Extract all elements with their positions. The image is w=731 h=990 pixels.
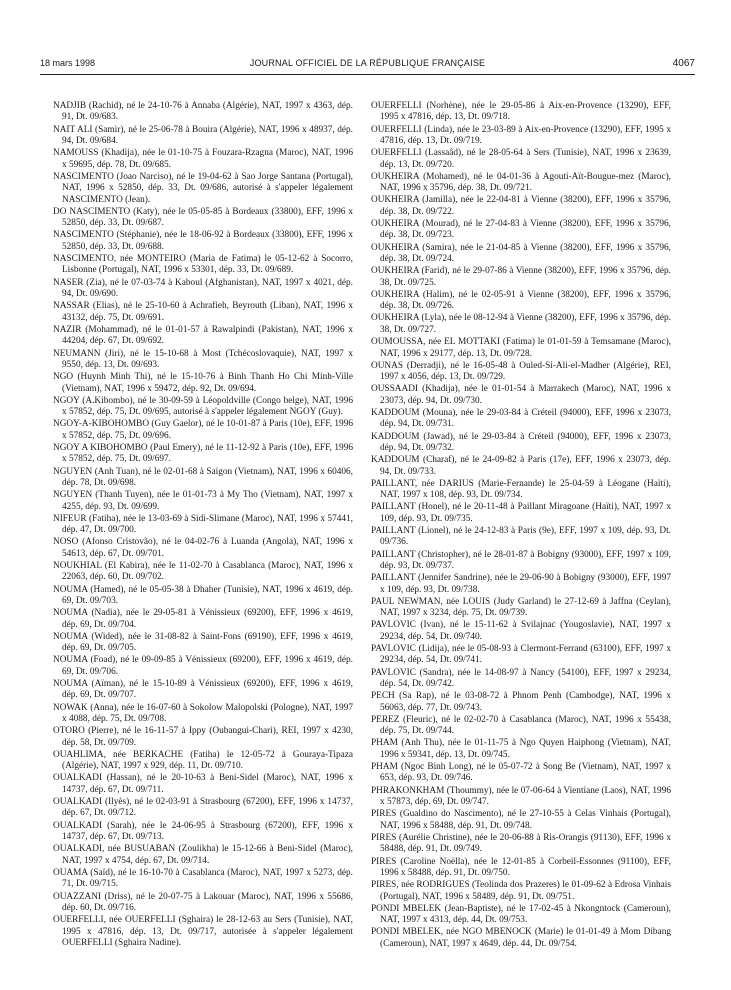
entry: NGOY-A-KIBOHOMBO (Guy Gaelor), né le 10-01-87 à Paris (10e), EFF, 1996 x 57852, dép. 75, Dt. 09/696. bbox=[53, 419, 353, 441]
entry: OUERFELLI (Norhène), née le 29-05-86 à Aix-en-Provence (13290), EFF, 1995 x 47816, dép. 13, Dt. 09/718. bbox=[371, 101, 671, 123]
entry: PHRAKONKHAM (Thoummy), née le 07-06-64 à Vientiane (Laos), NAT, 1996 x 57873, dép. 69, Dt. 09/747. bbox=[371, 785, 671, 808]
entry: OUERFELLI (Linda), née le 23-03-89 à Aix-en-Provence (13290), EFF, 1995 x 47816, dép. 13, Dt. 09/719. bbox=[371, 124, 671, 147]
entry: OUNAS (Derradji), né le 16-05-48 à Ouled-Si-Ali-el-Madher (Algérie), REI, 1997 x 4056, dép. 13, Dt. 09/729. bbox=[371, 360, 671, 383]
entry: PAILLANT (Honel), né le 20-11-48 à Paillant Miragoane (Haïti), NAT, 1997 x 109, dép. 93, Dt. 09/735. bbox=[371, 502, 671, 524]
entry: OUKHEIRA (Farid), né le 29-07-86 à Vienne (38200), EFF, 1996 x 35796, dép. 38, Dt. 09/725. bbox=[371, 266, 671, 288]
entry: NIFEUR (Fatiha), née le 13-03-69 à Sidi-Slimane (Maroc), NAT, 1996 x 57441, dép. 47, Dt. 09/700. bbox=[53, 513, 353, 536]
entry: PAVLOVIC (Sandra), née le 14-08-97 à Nancy (54100), EFF, 1997 x 29234, dép. 54, Dt. 09/742. bbox=[371, 667, 671, 690]
entry: OUKHEIRA (Mohamed), né le 04-01-36 à Agouti-Aït-Bougue-mez (Maroc), NAT, 1996 x 35796, dép. 38, Dt. 09/721. bbox=[371, 171, 671, 194]
entry: PHAM (Anh Thu), née le 01-11-75 à Ngo Quyen Haiphong (Vietnam), NAT, 1996 x 59341, dép. 13, Dt. 09/745. bbox=[371, 738, 671, 760]
entry: PAILLANT (Christopher), né le 28-01-87 à Bobigny (93000), EFF, 1997 x 109, dép. 93, Dt. 09/737. bbox=[371, 549, 671, 571]
entry: NADJIB (Rachid), né le 24-10-76 à Annaba (Algérie), NAT, 1997 x 4363, dép. 91, Dt. 09/683. bbox=[53, 101, 353, 123]
entry: OUALKADI (Sarah), née le 24-06-95 à Strasbourg (67200), EFF, 1996 x 14737, dép. 67, Dt. 09/713. bbox=[53, 820, 353, 843]
entry: OUKHEIRA (Samira), née le 21-04-85 à Vienne (38200), EFF, 1996 x 35796, dép. 38, Dt. 09/724. bbox=[371, 242, 671, 265]
right-column bbox=[371, 101, 671, 951]
entry: OUALKADI, née BUSUABAN (Zoulikha) le 15-12-66 à Beni-Sidel (Maroc), NAT, 1997 x 4754, dép. 67, Dt. 09/714. bbox=[53, 844, 353, 866]
entry: OUMOUSSA, née EL MOTTAKI (Fatima) le 01-01-59 à Temsamane (Maroc), NAT, 1996 x 29177, dép. 13, Dt. 09/728. bbox=[371, 337, 671, 359]
entry: PIRES, née RODRIGUES (Teolinda dos Prazeres) le 01-09-62 à Edrosa Vinhais (Portugal), NAT, 1996 x 58489, dép. 91, Dt. 09/751. bbox=[371, 880, 671, 902]
journal-title: JOURNAL OFFICIEL DE LA RÉPUBLIQUE FRANÇAISE bbox=[249, 58, 486, 68]
left-column bbox=[53, 101, 353, 950]
entry: DO NASCIMENTO (Katy), née le 05-05-85 à Bordeaux (33800), EFF, 1996 x 52850, dép. 33, Dt. 09/687. bbox=[53, 206, 353, 229]
entry: PHAM (Ngoc Binh Long), né le 05-07-72 à Song Be (Vietnam), NAT, 1997 x 653, dép. 93, Dt. 09/746. bbox=[371, 762, 671, 784]
page-number: 4067 bbox=[672, 58, 695, 69]
entry: OUKHEIRA (Jamilla), née le 22-04-81 à Vienne (38200), EFF, 1996 x 35796, dép. 38, Dt. 09/722. bbox=[371, 195, 671, 217]
entry: NASCIMENTO (Stéphanie), née le 18-06-92 à Bordeaux (33800), EFF, 1996 x 52850, dép. 33, Dt. 09/688. bbox=[53, 230, 353, 252]
entry: PAUL NEWMAN, née LOUIS (Judy Garland) le 27-12-69 à Jaffna (Ceylan), NAT, 1997 x 3234, dép. 75, Dt. 09/739. bbox=[371, 596, 671, 619]
entry: OUAZZANI (Driss), né le 20-07-75 à Lakouar (Maroc), NAT, 1996 x 55686, dép. 60, Dt. 09/716. bbox=[53, 891, 353, 913]
entry: OUKHEIRA (Halim), né le 02-05-91 à Vienne (38200), EFF, 1996 x 35796, dép. 38, Dt. 09/726. bbox=[371, 289, 671, 312]
entry: NOUMA (Foad), né le 09-09-85 à Vénissieux (69200), EFF, 1996 x 4619, dép. 69, Dt. 09/706. bbox=[53, 655, 353, 677]
entry: PAVLOVIC (Lidija), née le 05-08-93 à Clermont-Ferrand (63100), EFF, 1997 x 29234, dép. 54, Dt. 09/741. bbox=[371, 644, 671, 666]
entry: PECH (Sa Rap), né le 03-08-72 à Phnom Penh (Cambodge), NAT, 1996 x 56063, dép. 77, Dt. 09/743. bbox=[371, 691, 671, 713]
entry: NOUMA (Nadia), née le 29-05-81 à Vénissieux (69200), EFF, 1996 x 4619, dép. 69, Dt. 09/704. bbox=[53, 608, 353, 630]
entry: NOWAK (Anna), née le 16-07-60 à Sokolow Malopolski (Pologne), NAT, 1997 x 4088, dép. 75, Dt. 09/708. bbox=[53, 702, 353, 725]
entry: PAILLANT (Lionel), né le 24-12-83 à Paris (9e), EFF, 1997 x 109, dép. 93, Dt. 09/736. bbox=[371, 525, 671, 548]
entry: NEUMANN (Jiri), né le 15-10-68 à Most (Tchécoslovaquie), NAT, 1997 x 9550, dép. 13, Dt. 09/693. bbox=[53, 348, 353, 370]
entry: OUKHEIRA (Lyla), née le 08-12-94 à Vienne (38200), EFF, 1996 x 35796, dép. 38, Dt. 09/727. bbox=[371, 313, 671, 335]
entry: NASER (Zia), né le 07-03-74 à Kaboul (Afghanistan), NAT, 1997 x 4021, dép. 94, Dt. 09/690. bbox=[53, 277, 353, 300]
entry: NGUYEN (Anh Tuan), né le 02-01-68 à Saigon (Vietnam), NAT, 1996 x 60406, dép. 78, Dt. 09/698. bbox=[53, 466, 353, 488]
entry: NASSAR (Elias), né le 25-10-60 à Achrafieh, Beyrouth (Liban), NAT, 1996 x 43132, dép. 75, Dt. 09/691. bbox=[53, 301, 353, 323]
entry: OTORO (Pierre), né le 16-11-57 à Ippy (Oubangui-Chari), REI, 1997 x 4230, dép. 58, Dt. 09/709. bbox=[53, 726, 353, 748]
entry: OUERFELLI (Lassaâd), né le 28-05-64 à Sers (Tunisie), NAT, 1996 x 23639, dép. 13, Dt. 09/720. bbox=[371, 148, 671, 170]
entry: OUERFELLI, née OUERFELLI (Sghaira) le 28-12-63 au Sers (Tunisie), NAT, 1995 x 47816, dép. 13, Dt. 09/717, autorisée à s'appeler légalement OUERFELLI (Sghaira Nadine). bbox=[53, 915, 353, 948]
page-header bbox=[40, 52, 695, 75]
entry: NOSO (Afonso Cristovão), né le 04-02-76 à Luanda (Angola), NAT, 1996 x 54613, dép. 67, Dt. 09/701. bbox=[53, 537, 353, 559]
entry: PIRES (Aurélie Christine), née le 20-06-88 à Ris-Orangis (91130), EFF, 1996 x 58488, dép. 91, Dt. 09/749. bbox=[371, 832, 671, 855]
entry: NAMOUSS (Khadija), née le 01-10-75 à Fouzara-Rzagna (Maroc), NAT, 1996 x 59695, dép. 78, Dt. 09/685. bbox=[53, 148, 353, 170]
entry: OUAMA (Saïd), né le 16-10-70 à Casablanca (Maroc), NAT, 1997 x 5273, dép. 71, Dt. 09/715. bbox=[53, 867, 353, 890]
entry: OUALKADI (Ilyès), né le 02-03-91 à Strasbourg (67200), EFF, 1996 x 14737, dép. 67, Dt. 09/712. bbox=[53, 797, 353, 819]
entry: OUALKADI (Hassan), né le 20-10-63 à Beni-Sidel (Maroc), NAT, 1996 x 14737, dép. 67, Dt. 09/711. bbox=[53, 773, 353, 795]
entry: NAZIR (Mohammad), né le 01-01-57 à Rawalpindi (Pakistan), NAT, 1996 x 44204, dép. 67, Dt. 09/692. bbox=[53, 324, 353, 347]
entry: KADDOUM (Charaf), né le 24-09-82 à Paris (17e), EFF, 1996 x 23073, dép. 94, Dt. 09/733. bbox=[371, 455, 671, 477]
entry: KADDOUM (Mouna), née le 29-03-84 à Créteil (94000), EFF, 1996 x 23073, dép. 94, Dt. 09/731. bbox=[371, 407, 671, 430]
entry: PIRES (Caroline Noëlla), née le 12-01-85 à Corbeil-Essonnes (91100), EFF, 1996 x 58488, dép. 91, Dt. 09/750. bbox=[371, 856, 671, 878]
entry: PIRES (Gualdino do Nascimento), né le 27-10-55 à Celas Vinhais (Portugal), NAT, 1996 x 58488, dép. 91, Dt. 09/748. bbox=[371, 809, 671, 831]
entry: NGOY (A.Kibombo), né le 30-09-59 à Léopoldville (Congo belge), NAT, 1996 x 57852, dép. 75, Dt. 09/695, autorisé à s'appeler légalement NGOY (Guy). bbox=[53, 395, 353, 418]
entry: NOUMA (Hamed), né le 05-05-38 à Dhaher (Tunisie), NAT, 1996 x 4619, dép. 69, Dt. 09/703. bbox=[53, 584, 353, 606]
entry: NGUYEN (Thanh Tuyen), née le 01-01-73 à My Tho (Vietnam), NAT, 1997 x 4255, dép. 93, Dt. 09/699. bbox=[53, 490, 353, 512]
entry: NASCIMENTO (Joao Narciso), né le 19-04-62 à Sao Jorge Santana (Portugal), NAT, 1996 x 52850, dép. 33, Dt. 09/686, autorisé à s'appeler légalement NASCIMENTO (Jean). bbox=[53, 171, 353, 205]
entry: PAVLOVIC (Ivan), né le 15-11-62 à Svilajnac (Yougoslavie), NAT, 1997 x 29234, dép. 54, Dt. 09/740. bbox=[371, 620, 671, 642]
entry: PAILLANT, née DARIUS (Marie-Fernande) le 25-04-59 à Léogane (Haïti), NAT, 1997 x 108, dép. 93, Dt. 09/734. bbox=[371, 478, 671, 501]
entry: NGO (Huynh Minh Thi), né le 15-10-76 à Binh Thanh Ho Chi Minh-Ville (Vietnam), NAT, 1996 x 59472, dép. 92, Dt. 09/694. bbox=[53, 372, 353, 394]
issue-date: 18 mars 1998 bbox=[40, 58, 96, 68]
entry: OUKHEIRA (Mourad), né le 27-04-83 à Vienne (38200), EFF, 1996 x 35796, dép. 38, Dt. 09/723. bbox=[371, 219, 671, 241]
entry: NAIT ALI (Samir), né le 25-06-78 à Bouira (Algérie), NAT, 1996 x 48937, dép. 94, Dt. 09/684. bbox=[53, 124, 353, 147]
entry: NOUKHIAL (El Kabira), née le 11-02-70 à Casablanca (Maroc), NAT, 1996 x 22063, dép. 60, Dt. 09/702. bbox=[53, 560, 353, 583]
entry: KADDOUM (Jawad), né le 29-03-84 à Créteil (94000), EFF, 1996 x 23073, dép. 94, Dt. 09/732. bbox=[371, 431, 671, 453]
entry: NGOY A KIBOHOMBO (Paul Emery), né le 11-12-92 à Paris (10e), EFF, 1996 x 57852, dép. 75, Dt. 09/697. bbox=[53, 442, 353, 465]
entry: OUAHLIMA, née BERKACHE (Fatiha) le 12-05-72 à Gouraya-Tipaza (Algérie), NAT, 1997 x 929, dép. 11, Dt. 09/710. bbox=[53, 749, 353, 772]
entry: PONDI MBELEK, née NGO MBENOCK (Marie) le 01-01-49 à Mom Dibang (Cameroun), NAT, 1997 x 4649, dép. 44, Dt. 09/754. bbox=[371, 927, 671, 949]
entry: NOUMA (Wided), née le 31-08-82 à Saint-Fons (69190), EFF, 1996 x 4619, dép. 69, Dt. 09/705. bbox=[53, 631, 353, 654]
entry: PEREZ (Fleuric), né le 02-02-70 à Casablanca (Maroc), NAT, 1996 x 55438, dép. 75, Dt. 09/744. bbox=[371, 714, 671, 737]
entry: NOUMA (Aïman), né le 15-10-89 à Vénissieux (69200), EFF, 1996 x 4619, dép. 69, Dt. 09/707. bbox=[53, 679, 353, 701]
entry: PONDI MBELEK (Jean-Baptiste), né le 17-02-45 à Nkongntock (Cameroun), NAT, 1997 x 4313, dép. 44, Dt. 09/753. bbox=[371, 903, 671, 926]
entry: OUSSAADI (Khadija), née le 01-01-54 à Marrakech (Maroc), NAT, 1996 x 23073, dép. 94, Dt. 09/730. bbox=[371, 384, 671, 406]
entry: NASCIMENTO, née MONTEIRO (Maria de Fatima) le 05-12-62 à Socorro, Lisbonne (Portugal), NAT, 1996 x 53301, dép. 33, Dt. 09/689. bbox=[53, 254, 353, 276]
entry: PAILLANT (Jennifer Sandrine), née le 29-06-90 à Bobigny (93000), EFF, 1997 x 109, dép. 93, Dt. 09/738. bbox=[371, 573, 671, 595]
